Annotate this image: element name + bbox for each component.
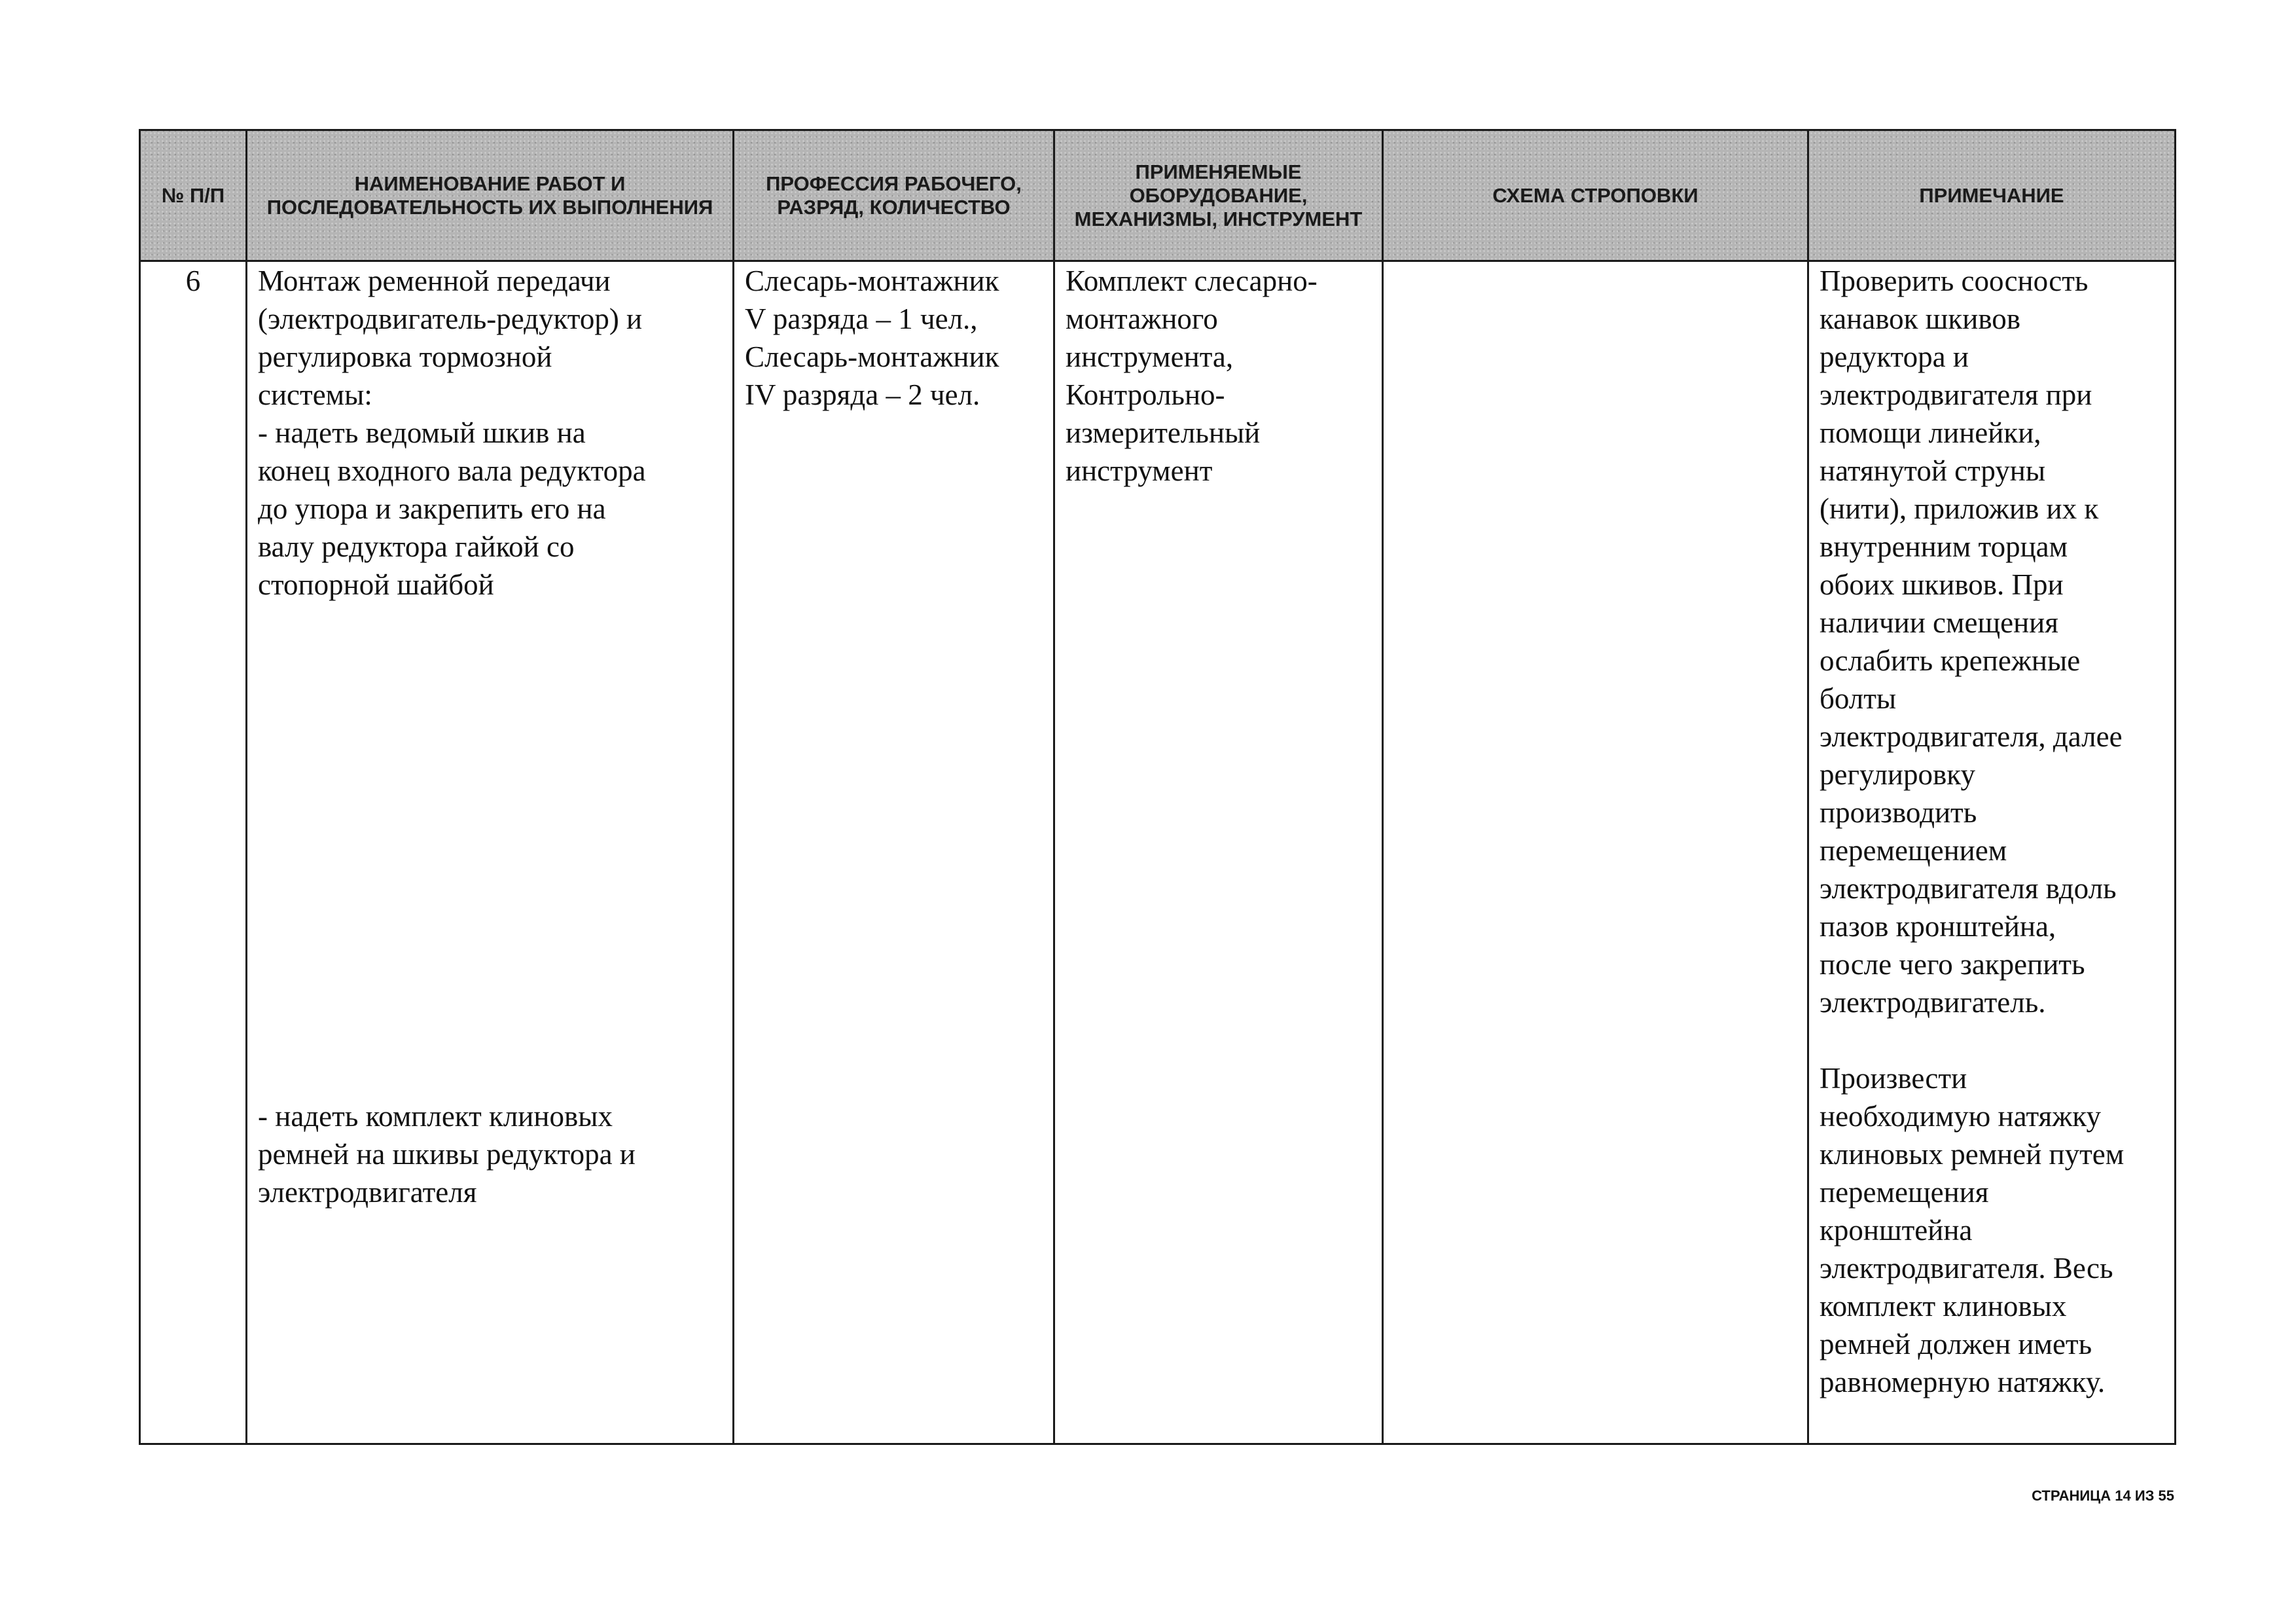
table-header-row (140, 130, 2176, 261)
row-equipment (1054, 261, 1383, 1444)
row-work-description (247, 261, 734, 1444)
profession-text: Слесарь-монтажник V разряда – 1 чел., Слесарь-монтажник IV разряда – 2 чел. (745, 264, 999, 411)
note-tension: Произвести необходимую натяжку клиновых ремней путем перемещения кронштейна электродвигателя. Весь комплект клиновых ремней должен иметь равномерную натяжку. (1820, 1062, 2125, 1398)
header-profession: ПРОФЕССИЯ РАБОЧЕГО, РАЗРЯД, КОЛИЧЕСТВО (734, 130, 1054, 261)
header-equipment: ПРИМЕНЯЕМЫЕ ОБОРУДОВАНИЕ, МЕХАНИЗМЫ, ИНСТРУМЕНТ (1054, 130, 1383, 261)
work-step-pulley: Монтаж ременной передачи (электродвигатель-редуктор) и регулировка тормозной системы: - надеть ведомый шкив на конец входного вала редуктора до упора и закрепить его на валу редуктора гайкой со стопорной шайбой (258, 264, 646, 601)
work-spacer (258, 604, 722, 1097)
equipment-text: Комплект слесарно- монтажного инструмента, Контрольно- измерительный инструмент (1066, 264, 1318, 487)
table-row (140, 261, 2176, 1444)
row-note (1808, 261, 2176, 1444)
row-profession (734, 261, 1054, 1444)
note-alignment: Проверить соосность канавок шкивов редуктора и электродвигателя при помощи линейки, натянутой струны (нити), приложив их к внутренним торцам обоих шкивов. При наличии смещения ослабить крепежные болты электродвигателя, далее регулировку производить перемещением электродвигателя вдоль пазов кронштейна, после чего закрепить электродвигатель. (1820, 264, 2123, 1019)
page-number: СТРАНИЦА 14 ИЗ 55 (2032, 1487, 2174, 1504)
work-step-belts: - надеть комплект клиновых ремней на шкивы редуктора и электродвигателя (258, 1100, 636, 1209)
work-table (139, 129, 2176, 1445)
header-work-name: НАИМЕНОВАНИЕ РАБОТ И ПОСЛЕДОВАТЕЛЬНОСТЬ ИХ ВЫПОЛНЕНИЯ (247, 130, 734, 261)
header-rigging-scheme: СХЕМА СТРОПОВКИ (1383, 130, 1808, 261)
header-note: ПРИМЕЧАНИЕ (1808, 130, 2176, 261)
note-spacer (1820, 1021, 2164, 1059)
row-rigging-scheme (1383, 261, 1808, 1444)
row-number: 6 (140, 261, 247, 1444)
header-number: № П/П (140, 130, 247, 261)
